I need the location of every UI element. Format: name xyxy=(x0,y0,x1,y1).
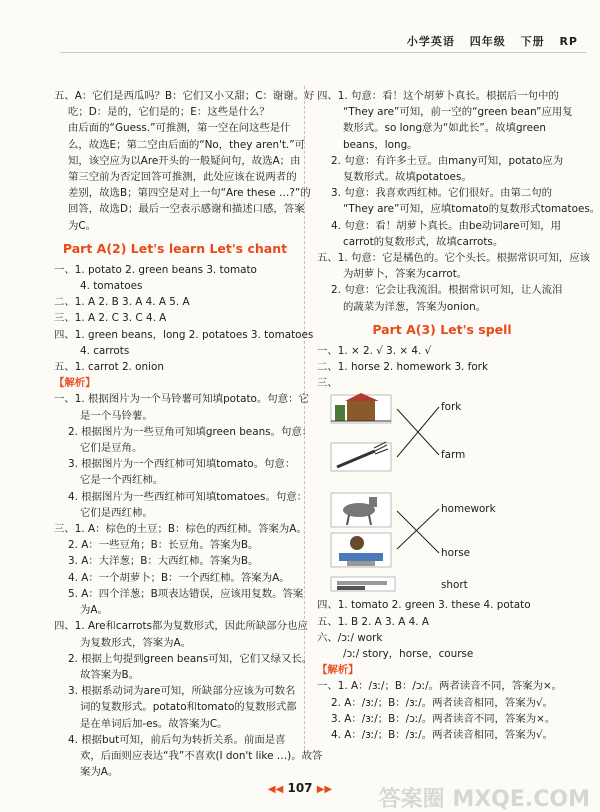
text-line: 为C。 xyxy=(68,219,97,232)
text-line: 三、1. A：棕色的土豆；B：棕色的西红柿。答案为A。 xyxy=(54,523,307,536)
answer-line: 六、/ɔː/ work xyxy=(317,631,383,644)
text-line: 是在单词后加-es。故答案为C。 xyxy=(80,717,228,730)
short-picture-icon xyxy=(331,577,395,591)
watermark: 答案圈 MXQE.COM xyxy=(378,786,590,812)
text-line: 4. 根据图片为一些西红柿可知填tomatoes。句意： xyxy=(68,490,308,503)
text-line: 的蔬菜为洋葱，答案为onion。 xyxy=(343,300,487,313)
text-line: 数形式。so long意为“如此长”。故填green xyxy=(343,122,546,135)
left-column xyxy=(54,88,323,780)
answer-block-bottom xyxy=(317,597,567,662)
analysis-heading: 【解析】 xyxy=(54,377,96,390)
header-subject: 小学英语 xyxy=(406,35,455,48)
text-line: 4. A：一个胡萝卜；B：一个西红柿。答案为A。 xyxy=(68,571,290,584)
answer-line: 五、1. B 2. A 3. A 4. A xyxy=(317,615,430,628)
right-column xyxy=(317,88,600,743)
text-line: 4. A：/ɜː/；B：/ɜː/。两者读音相同，答案为√。 xyxy=(331,729,553,742)
text-line: 是一个马铃薯。 xyxy=(80,409,153,422)
answer-line: 二、1. A 2. B 3. A 4. A 5. A xyxy=(54,296,190,309)
text-line: 五、A：它们是西瓜吗？B：它们又小又甜；C：谢谢。好 xyxy=(54,90,315,102)
wu-block-right xyxy=(317,250,590,315)
si-block xyxy=(317,88,600,250)
text-line: 它们是豆角。 xyxy=(80,442,143,455)
text-line: 由后面的“Guess.”可推测，第一空在问这些是什 xyxy=(68,122,291,135)
phonics-explanation xyxy=(317,678,567,743)
text-line: 四、1. 句意：看！这个胡萝卜真长。根据后一句中的 xyxy=(317,90,559,102)
matching-figure xyxy=(317,393,567,593)
text-line: 5. A：四个洋葱；B项表达错误，应该用复数。答案 xyxy=(68,587,304,600)
answer-line: 一、1. × 2. √ 3. × 4. √ xyxy=(317,344,432,357)
text-line: 五、1. 句意：它是橘色的。它个头长。根据常识可知，应该 xyxy=(317,252,590,265)
section-title: Part A(3) Let's spell xyxy=(372,321,512,337)
running-header xyxy=(397,34,578,50)
match-word-short: short xyxy=(441,579,468,592)
text-line: 一、1. 根据图片为一个马铃薯可知填potato。句意：它 xyxy=(54,393,309,406)
horse-picture-icon xyxy=(331,493,391,527)
next-arrow-icon: ▶▶ xyxy=(316,783,333,795)
text-line: 一、1. A：/ɜː/；B：/ɔː/。两者读音不同，答案为×。 xyxy=(317,680,563,693)
text-line: 为胡萝卜，答案为carrot。 xyxy=(343,268,468,281)
answer-line: 4. tomatoes xyxy=(80,280,143,293)
match-word-farm: farm xyxy=(441,449,466,462)
text-line: 吃；D：是的，它们是的；E：这些是什么？ xyxy=(68,106,270,119)
yi-explanation xyxy=(54,391,313,521)
text-line: 么，故选E；第二空由后面的“No，they aren't.”可 xyxy=(68,138,306,151)
answer-line: 四、1. tomato 2. green 3. these 4. potato xyxy=(317,599,531,612)
matching-lines xyxy=(397,407,439,553)
text-line: 3. 根据系动词为are可知，所缺部分应该为可数名 xyxy=(68,685,296,698)
answer-line: 四、1. green beans，long 2. potatoes 3. tomatoes xyxy=(54,328,314,341)
si-explanation xyxy=(54,618,323,780)
text-line: 4. 句意：看！胡萝卜真长。由be动词are可知，用 xyxy=(331,219,562,232)
header-grade: 四年级 xyxy=(469,35,506,48)
text-line: 欢，后面则应表达“我”不喜欢(I don't like …)。故答 xyxy=(80,749,323,762)
text-line: 第三空前为否定回答可推测，此处应该在说两者的 xyxy=(68,171,297,184)
analysis-heading: 【解析】 xyxy=(317,664,359,677)
text-line: 2. 根据图片为一些豆角可知填green beans。句意： xyxy=(68,425,313,438)
answer-line: 4. carrots xyxy=(80,344,130,357)
text-line: 3. A：大洋葱；B：大西红柿。答案为B。 xyxy=(68,555,259,568)
matching-svg xyxy=(317,393,567,593)
wu-block xyxy=(54,88,315,234)
section-title: Part A(2) Let's learn Let's chant xyxy=(62,240,288,256)
prev-arrow-icon: ◀◀ xyxy=(267,783,284,795)
text-line: 词的复数形式。potato和tomato的复数形式都 xyxy=(80,701,297,714)
header-term: 下册 xyxy=(520,35,545,48)
text-line: 知，该空应为以Are开头的一般疑问句，故选A；由 xyxy=(68,154,301,167)
text-line: 四、1. Are和carrots都为复数形式，因此所缺部分也应 xyxy=(54,620,308,633)
answer-block xyxy=(54,262,314,375)
answer-line: 三、 xyxy=(317,377,338,390)
match-word-homework: homework xyxy=(441,503,496,516)
answer-line: 二、1. horse 2. homework 3. fork xyxy=(317,361,488,374)
text-line: 故答案为B。 xyxy=(80,668,140,681)
match-word-fork: fork xyxy=(441,401,462,414)
text-line: 4. 根据but可知，前后句为转折关系。前面是喜 xyxy=(68,733,286,746)
text-line: 3. 根据图片为一个西红柿可知填tomato。句意： xyxy=(68,458,296,471)
farm-picture-icon xyxy=(331,393,391,423)
text-line: 它是一个西红柿。 xyxy=(80,474,164,487)
text-line: “They are”可知，前一空的“green bean”应用复 xyxy=(343,106,573,119)
text-line: “They are”可知，应填tomato的复数形式tomatoes。 xyxy=(343,203,600,216)
text-line: 回答，故选D；最后一空表示感谢和描述口感，答案 xyxy=(68,203,305,216)
header-edition: RP xyxy=(559,35,578,48)
text-line: 2. 根据上句提到green beans可知，它们又绿又长。 xyxy=(68,652,313,665)
text-line: beans，long。 xyxy=(343,138,418,151)
san-explanation xyxy=(54,521,307,618)
page-number-text: 107 xyxy=(287,780,313,795)
fork-picture-icon xyxy=(331,442,391,471)
match-word-horse: horse xyxy=(441,547,471,560)
text-line: 3. 句意：我喜欢西红柿。它们很好。由第二句的 xyxy=(331,187,553,200)
answer-line: 一、1. potato 2. green beans 3. tomato xyxy=(54,263,257,276)
answer-line: 三、1. A 2. C 3. C 4. A xyxy=(54,312,167,325)
text-line: 复数形式。故填potatoes。 xyxy=(343,171,472,184)
text-line: carrot的复数形式，故填carrots。 xyxy=(343,235,504,248)
text-line: 3. A：/ɜː/；B：/ɔː/。两者读音不同，答案为×。 xyxy=(331,712,556,725)
text-line: 案为A。 xyxy=(80,766,119,779)
text-line: 2. A：一些豆角；B：长豆角。答案为B。 xyxy=(68,539,259,552)
homework-picture-icon xyxy=(331,533,391,567)
answer-line: 五、1. carrot 2. onion xyxy=(54,361,164,374)
text-line: 差别，故选B；第四空是对上一句“Are these …?”的 xyxy=(68,187,311,200)
text-line: 2. 句意：它会让我流泪。根据常识可知，让人流泪 xyxy=(331,284,563,297)
text-line: 2. 句意：有许多土豆。由many可知，potato应为 xyxy=(331,154,564,167)
answer-block-top xyxy=(317,343,567,392)
text-line: 为A。 xyxy=(80,604,108,617)
text-line: 它们是西红柿。 xyxy=(80,506,153,519)
text-line: 2. A：/ɜː/；B：/ɜː/。两者读音相同，答案为√。 xyxy=(331,696,553,709)
header-rule xyxy=(60,52,586,53)
answer-line: /ɔː/ story，horse，course xyxy=(343,648,474,661)
text-line: 为复数形式，答案为A。 xyxy=(80,636,192,649)
